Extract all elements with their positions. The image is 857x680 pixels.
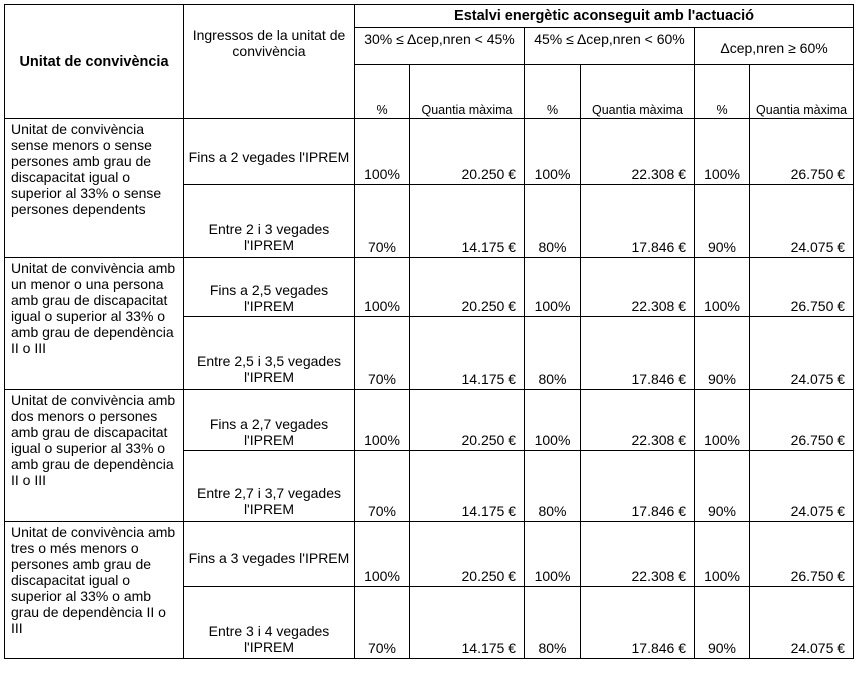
amount-range-1: 14.175 € [410,587,525,659]
pct-range-2: 80% [525,587,581,659]
amount-range-2: 22.308 € [581,258,695,317]
amount-range-1: 14.175 € [410,317,525,390]
table-row [5,119,854,185]
pct-range-2: 80% [525,451,581,522]
header-income: Ingressos de la unitat de convivència [184,5,355,119]
pct-range-1: 70% [355,587,410,659]
unit-description: Unitat de convivència sense menors o sense persones amb grau de discapacitat igual o superior al 33% o sense persones dependents [5,119,184,258]
pct-range-1: 100% [355,258,410,317]
pct-range-3: 100% [695,258,750,317]
header-amount-3: Quantia màxima [750,65,854,119]
header-pct-1: % [355,65,410,119]
header-energy-saving: Estalvi energètic aconseguit amb l'actuació [355,5,854,28]
header-amount-2: Quantia màxima [581,65,695,119]
amount-range-2: 17.846 € [581,587,695,659]
income-band: Fins a 2,7 vegades l'IPREM [184,390,355,451]
unit-description: Unitat de convivència amb un menor o una persona amb grau de discapacitat igual o superior al 33% o amb grau de dependència II o III [5,258,184,390]
amount-range-2: 17.846 € [581,451,695,522]
pct-range-2: 100% [525,390,581,451]
amount-range-2: 17.846 € [581,317,695,390]
table-row [5,258,854,317]
income-band: Entre 2,7 i 3,7 vegades l'IPREM [184,451,355,522]
pct-range-2: 100% [525,258,581,317]
table-row [5,390,854,451]
amount-range-1: 14.175 € [410,185,525,258]
header-amount-1: Quantia màxima [410,65,525,119]
pct-range-3: 100% [695,522,750,587]
amount-range-3: 26.750 € [750,258,854,317]
unit-description: Unitat de convivència amb dos menors o persones amb grau de discapacitat igual o superior al 33% o amb grau de dependència II o III [5,390,184,522]
income-band: Entre 2,5 i 3,5 vegades l'IPREM [184,317,355,390]
income-band: Entre 2 i 3 vegades l'IPREM [184,185,355,258]
amount-range-1: 20.250 € [410,119,525,185]
pct-range-2: 80% [525,185,581,258]
pct-range-1: 100% [355,522,410,587]
header-unit: Unitat de convivència [5,5,184,119]
amount-range-3: 24.075 € [750,317,854,390]
amount-range-2: 22.308 € [581,522,695,587]
header-range-2: 45% ≤ Δcep,nren < 60% [525,28,695,65]
income-band: Entre 3 i 4 vegades l'IPREM [184,587,355,659]
pct-range-1: 70% [355,317,410,390]
header-range-3: Δcep,nren ≥ 60% [695,28,854,65]
header-pct-3: % [695,65,750,119]
pct-range-1: 100% [355,119,410,185]
pct-range-3: 90% [695,451,750,522]
pct-range-3: 90% [695,185,750,258]
pct-range-2: 100% [525,119,581,185]
pct-range-3: 90% [695,587,750,659]
pct-range-1: 100% [355,390,410,451]
header-pct-2: % [525,65,581,119]
header-range-1: 30% ≤ Δcep,nren < 45% [355,28,525,65]
pct-range-3: 100% [695,119,750,185]
income-band: Fins a 2,5 vegades l'IPREM [184,258,355,317]
income-band: Fins a 2 vegades l'IPREM [184,119,355,185]
income-band: Fins a 3 vegades l'IPREM [184,522,355,587]
amount-range-3: 26.750 € [750,390,854,451]
amount-range-1: 14.175 € [410,451,525,522]
amount-range-2: 22.308 € [581,390,695,451]
table-row [5,522,854,587]
amount-range-3: 26.750 € [750,522,854,587]
pct-range-1: 70% [355,185,410,258]
subsidy-table [4,4,854,659]
amount-range-1: 20.250 € [410,522,525,587]
amount-range-1: 20.250 € [410,258,525,317]
pct-range-3: 90% [695,317,750,390]
pct-range-2: 80% [525,317,581,390]
amount-range-2: 22.308 € [581,119,695,185]
pct-range-3: 100% [695,390,750,451]
pct-range-2: 100% [525,522,581,587]
amount-range-3: 24.075 € [750,185,854,258]
amount-range-3: 24.075 € [750,451,854,522]
amount-range-3: 26.750 € [750,119,854,185]
amount-range-2: 17.846 € [581,185,695,258]
amount-range-3: 24.075 € [750,587,854,659]
pct-range-1: 70% [355,451,410,522]
unit-description: Unitat de convivència amb tres o més menors o persones amb grau de discapacitat igual o superior al 33% o amb grau de dependència II o III [5,522,184,659]
amount-range-1: 20.250 € [410,390,525,451]
